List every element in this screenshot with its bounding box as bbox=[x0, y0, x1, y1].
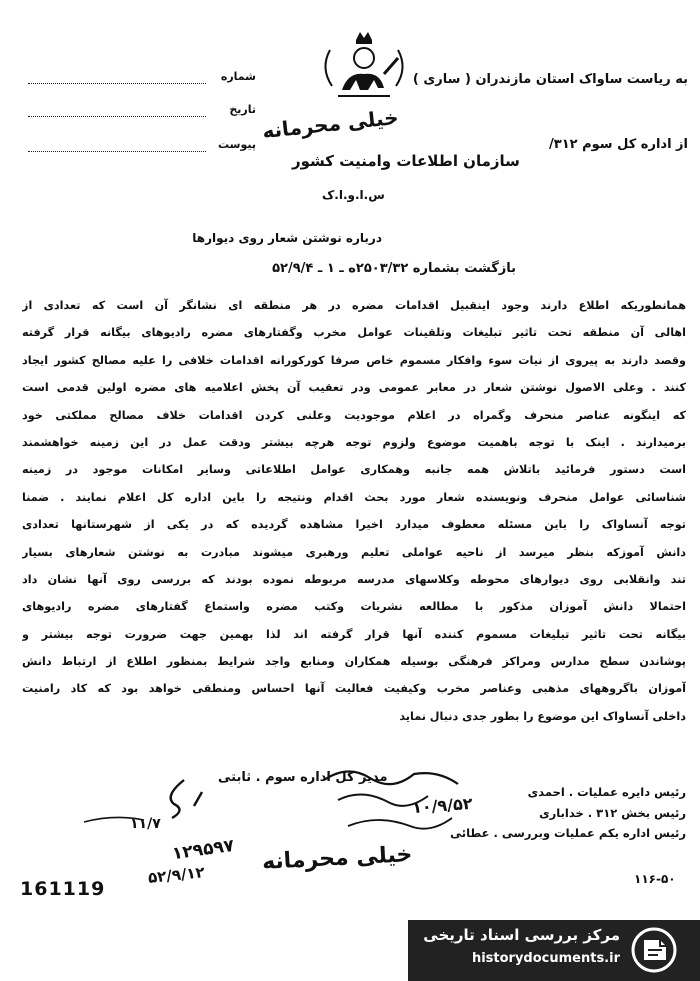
number-label: شماره bbox=[220, 70, 256, 83]
reference-number: بازگشت بشماره ۲۵۰۳/۳۲ه ـ ۱ ـ ۵۲/۹/۴ bbox=[272, 261, 516, 276]
recipient-line: رئیس بخش ۳۱۲ . خداباری bbox=[539, 806, 686, 820]
body-line: احتمالا دانش آموزان مذکور با مطالعه نشریات وکتب مضره واستماع گفتارهای مضره رادیوهای bbox=[22, 600, 686, 614]
body-line: اهالی آن منطقه تحت تاثیر تبلیغات وتلقینات عوامل مخرب وگفتارهای مضره رادیوهای بیگانه قرار گرفته bbox=[22, 326, 686, 340]
body-line: دانش آموزکه بنظر میرسد از ناحیه عواملی تعلیم ورهبری میشوند مبادرت به نوشتن شعارهای بسیار bbox=[22, 545, 686, 559]
archive-logo-icon bbox=[630, 926, 678, 974]
body-line: توجه آنساواک را باین مسئله معطوف میدارد اخیرا مشاهده گردیده که در یکی از شهرستانها تعدادی bbox=[22, 518, 686, 532]
number-field bbox=[28, 70, 256, 88]
recipient-line: رئیس دایره عملیات . احمدی bbox=[527, 785, 686, 799]
date-line bbox=[28, 116, 206, 117]
handwritten-date: ۱۰/۹/۵۲ bbox=[411, 793, 474, 818]
body-line: کنند . وعلی الاصول نوشتن شعار در معابر عمومی ودر تعقیب آن پخش اعلامیه های مضره اولین قدمی است bbox=[22, 381, 686, 395]
from-department: از اداره کل سوم ۳۱۲/ bbox=[549, 137, 688, 152]
handwritten-number: ۱۲۹۵۹۷ bbox=[170, 835, 236, 865]
letter-body bbox=[22, 292, 686, 730]
handwritten-number: ۵۲/۹/۱۲ bbox=[147, 863, 206, 887]
attachment-label: پیوست bbox=[218, 138, 256, 151]
body-line: وقصد دارند به پیروی از نیات سوء وافکار مسموم خاص صرفا کورکورانه اقدامات خلافی را علیه مصالح کشور ایجاد bbox=[22, 353, 686, 367]
subject-line: درباره نوشتن شعار روی دیوارها bbox=[192, 231, 382, 245]
classification-stamp: خیلی محرمانه bbox=[261, 104, 400, 144]
number-line bbox=[28, 83, 206, 84]
brand-title: مرکز بررسی اسناد تاریخی bbox=[423, 926, 620, 944]
bottom-classification-stamp: خیلی محرمانه bbox=[261, 842, 413, 875]
body-line: است دستور فرمائید باتلاش همه جانبه وهمکاری عوامل اطلاعاتی وسایر امکانات موجود در زمینه bbox=[22, 463, 686, 477]
archive-number: 161119 bbox=[20, 878, 106, 900]
organization-code: س.ا.و.ا.ک bbox=[322, 188, 385, 202]
body-line: همانطوریکه اطلاع دارند وجود اینقبیل اقدامات مضره در هر منطقه ای نشانگر آن است که تعدادی از bbox=[22, 299, 686, 312]
date-field bbox=[28, 103, 256, 121]
date-label: تاریخ bbox=[229, 103, 256, 116]
organization-name: سازمان اطلاعات وامنیت کشور bbox=[292, 152, 520, 170]
addressed-to: به ریاست ساواک استان مازندران ( ساری ) bbox=[412, 72, 688, 87]
brand-url: historydocuments.ir bbox=[471, 951, 620, 966]
body-line: داخلی آنساواک این موضوع را بطور جدی دنبال نماید bbox=[399, 709, 686, 723]
body-line: پوشاندن سطح مدارس ومراکز فرهنگی بوسیله همکاران ومنابع واجد شرایط بمنظور اطلاع از ارتباط دانش bbox=[22, 655, 686, 669]
body-line: شناسائی عوامل منحرف ونویسنده شعار مورد بحث اقدام ونتیجه را باین اداره کل اعلام نمایند . ضمنا bbox=[22, 490, 686, 504]
body-line: آموزان باگروههای مذهبی وعناصر مخرب وکیفیت فعالیت آنها احساس ومنطقی خواهد بود که کاد رامنیت bbox=[22, 682, 686, 696]
body-line: بیگانه تحت تاثیر تبلیغات مسموم کننده آنها قرار گرفته اند لذا بهمین جهت ضرورت توجه بیشتر و bbox=[22, 627, 686, 641]
body-line: تند وانقلابی روی دیوارهای محوطه وکلاسهای مدرسه مربوطه نموده بودند که بررسی روی آنها نشان داد bbox=[22, 572, 686, 586]
recipient-line: رئیس اداره یکم عملیات وبررسی . عطائی bbox=[450, 826, 686, 840]
body-line: که اینگونه عناصر منحرف وگمراه در اعلام موجودیت وعلنی کردن اقدامات خلاف مصالح مملکتی خود bbox=[22, 408, 686, 422]
handwritten-number: ۱۱/۷ bbox=[130, 816, 161, 832]
attachment-line bbox=[28, 151, 206, 152]
director-title: مدیر کل اداره سوم . ثابتی bbox=[218, 770, 388, 785]
page-number: ۱۱۶-۵۰ bbox=[634, 872, 676, 886]
attachment-field bbox=[28, 138, 256, 156]
lion-and-sun-emblem-icon bbox=[312, 28, 416, 108]
body-line: برمیدارند . اینک با توجه باهمیت موضوع ولزوم توجه هرچه بیشتر ودقت عمل در این زمینه خواهشمند bbox=[22, 435, 686, 449]
